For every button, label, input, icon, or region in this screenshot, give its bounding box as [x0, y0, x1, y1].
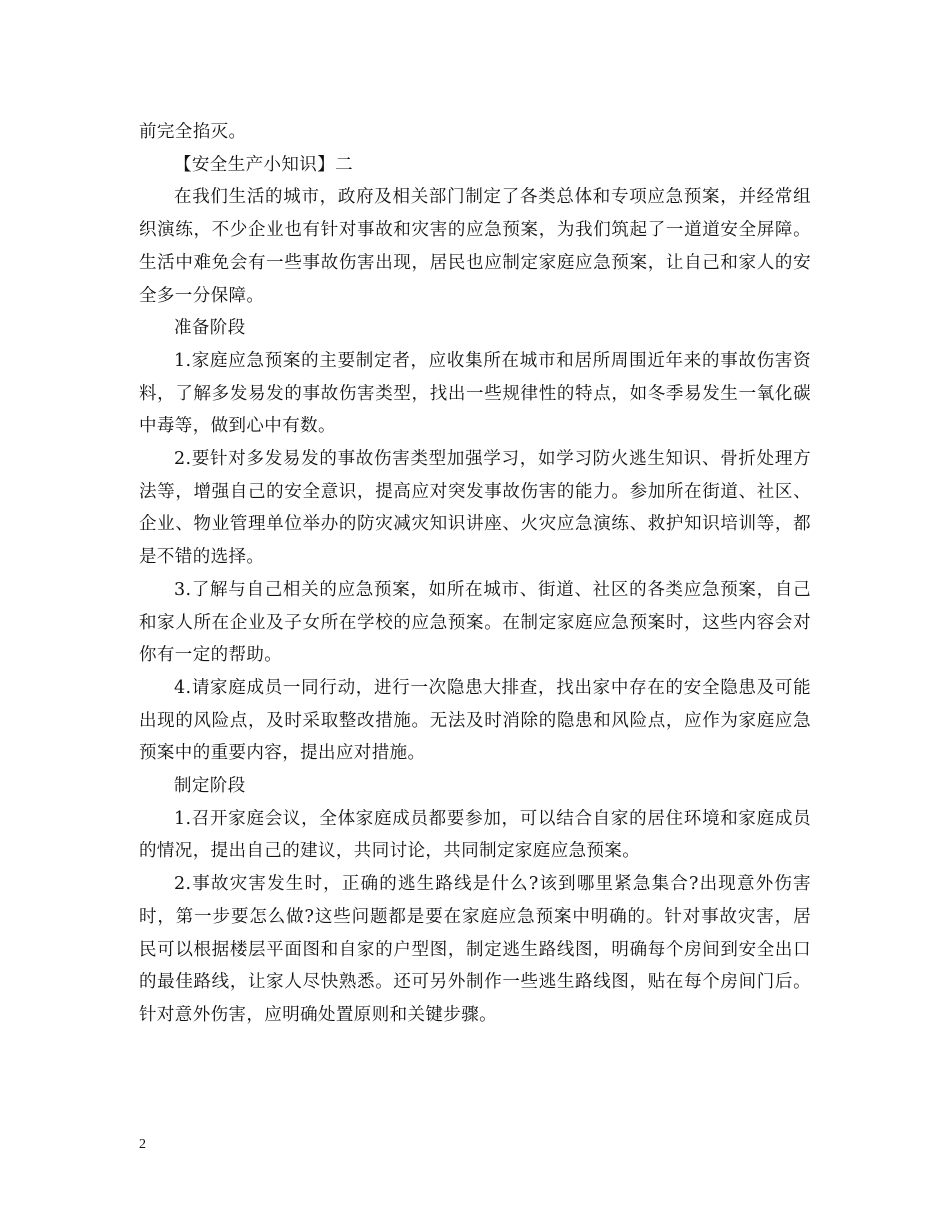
paragraph-formulation-2: 2.事故灾害发生时，正确的逃生路线是什么?该到哪里紧急集合?出现意外伤害时，第一步要怎么做?这些问题都是要在家庭应急预案中明确的。针对事故灾害，居民可以根据楼层平面图和自家的户型图，制定逃生路线图，明确每个房间到安全出口的最佳路线，让家人尽快熟悉。还可另外制作一些逃生路线图，贴在每个房间门后。针对意外伤害，应明确处置原则和关键步骤。 — [139, 874, 811, 1025]
paragraph-formulation-1: 1.召开家庭会议，全体家庭成员都要参加，可以结合自家的居住环境和家庭成员的情况，提出自己的建议，共同讨论，共同制定家庭应急预案。 — [139, 808, 811, 862]
subheading-preparation-stage: 准备阶段 — [174, 318, 246, 339]
paragraph-preparation-1: 1.家庭应急预案的主要制定者，应收集所在城市和居所周围近年来的事故伤害资料，了解多发易发的事故伤害类型，找出一些规律性的特点，如冬季易发生一氧化碳中毒等，做到心中有数。 — [139, 350, 811, 437]
paragraph-preparation-3: 3.了解与自己相关的应急预案，如所在城市、街道、社区的各类应急预案，自己和家人所在企业及子女所在学校的应急预案。在制定家庭应急预案时，这些内容会对你有一定的帮助。 — [139, 579, 811, 666]
paragraph-preparation-2: 2.要针对多发易发的事故伤害类型加强学习，如学习防火逃生知识、骨折处理方法等，增强自己的安全意识，提高应对突发事故伤害的能力。参加所在街道、社区、企业、物业管理单位举办的防灾减灾知识讲座、火灾应急演练、救护知识培训等，都是不错的选择。 — [139, 449, 811, 568]
section-heading-safety-tips: 【安全生产小知识】二 — [174, 154, 353, 175]
subheading-formulation-stage: 制定阶段 — [174, 776, 246, 797]
paragraph-intro: 在我们生活的城市，政府及相关部门制定了各类总体和专项应急预案，并经常组织演练，不少企业也有针对事故和灾害的应急预案，为我们筑起了一道道安全屏障。生活中难免会有一些事故伤害出现，居民也应制定家庭应急预案，让自己和家人的安全多一分保障。 — [139, 187, 811, 306]
document-body — [139, 116, 811, 1032]
paragraph-preparation-4: 4.请家庭成员一同行动，进行一次隐患大排查，找出家中存在的安全隐患及可能出现的风险点，及时采取整改措施。无法及时消除的隐患和风险点，应作为家庭应急预案中的重要内容，提出应对措施。 — [139, 677, 811, 764]
page-number: 2 — [139, 1137, 146, 1152]
paragraph-continuation: 前完全掐灭。 — [139, 122, 247, 142]
